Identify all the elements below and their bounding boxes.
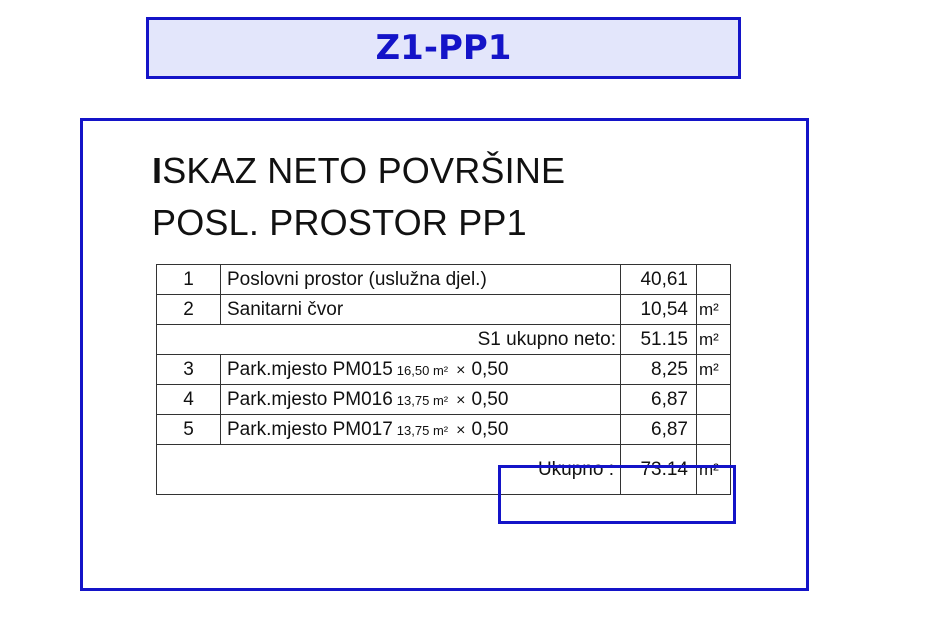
total-highlight-box (498, 465, 736, 524)
row-value: 6,87 (621, 385, 697, 415)
row-description (221, 385, 621, 415)
row-description (221, 355, 621, 385)
heading-line-1-text: SKAZ NETO POVRŠINE (162, 150, 566, 191)
total-label: Ukupno : (157, 445, 621, 495)
subtotal-unit: m² (697, 325, 731, 355)
row-number: 4 (157, 385, 221, 415)
heading-line-2: POSL. PROSTOR PP1 (152, 202, 527, 243)
parking-area: 13,75 m² (396, 392, 449, 408)
row-number: 1 (157, 265, 221, 295)
parking-area: 13,75 m² (396, 422, 449, 438)
parking-area: 16,50 m² (396, 362, 449, 378)
row-number: 5 (157, 415, 221, 445)
row-value: 40,61 (621, 265, 697, 295)
area-table (156, 264, 731, 495)
table-row (157, 385, 731, 415)
parking-factor: 0,50 (471, 358, 509, 380)
table-row (157, 295, 731, 325)
parking-factor: 0,50 (471, 418, 509, 440)
parking-label: Park.mjesto PM015 (227, 358, 393, 380)
table-row (157, 355, 731, 385)
multiply-sign: × (456, 361, 466, 379)
multiply-sign: × (456, 421, 466, 439)
row-unit (697, 385, 731, 415)
row-number: 3 (157, 355, 221, 385)
table-row (157, 415, 731, 445)
row-value: 6,87 (621, 415, 697, 445)
row-number: 2 (157, 295, 221, 325)
subtotal-value: 51.15 (621, 325, 697, 355)
parking-label: Park.mjesto PM017 (227, 418, 393, 440)
heading-initial: I (152, 150, 163, 191)
row-value: 10,54 (621, 295, 697, 325)
row-description (221, 415, 621, 445)
row-unit (697, 415, 731, 445)
row-unit: m² (697, 355, 731, 385)
subtotal-label: S1 ukupno neto: (157, 325, 621, 355)
title-banner (146, 17, 741, 79)
row-unit (697, 265, 731, 295)
parking-factor: 0,50 (471, 388, 509, 410)
total-unit: m² (697, 445, 731, 495)
multiply-sign: × (456, 391, 466, 409)
row-unit: m² (697, 295, 731, 325)
row-value: 8,25 (621, 355, 697, 385)
subtotal-row (157, 325, 731, 355)
heading-line-1 (152, 150, 566, 191)
total-value: 73.14 (621, 445, 697, 495)
row-description: Sanitarni čvor (221, 295, 621, 325)
parking-label: Park.mjesto PM016 (227, 388, 393, 410)
row-description: Poslovni prostor (uslužna djel.) (221, 265, 621, 295)
table-row (157, 265, 731, 295)
document-title: Z1-PP1 (375, 28, 512, 68)
